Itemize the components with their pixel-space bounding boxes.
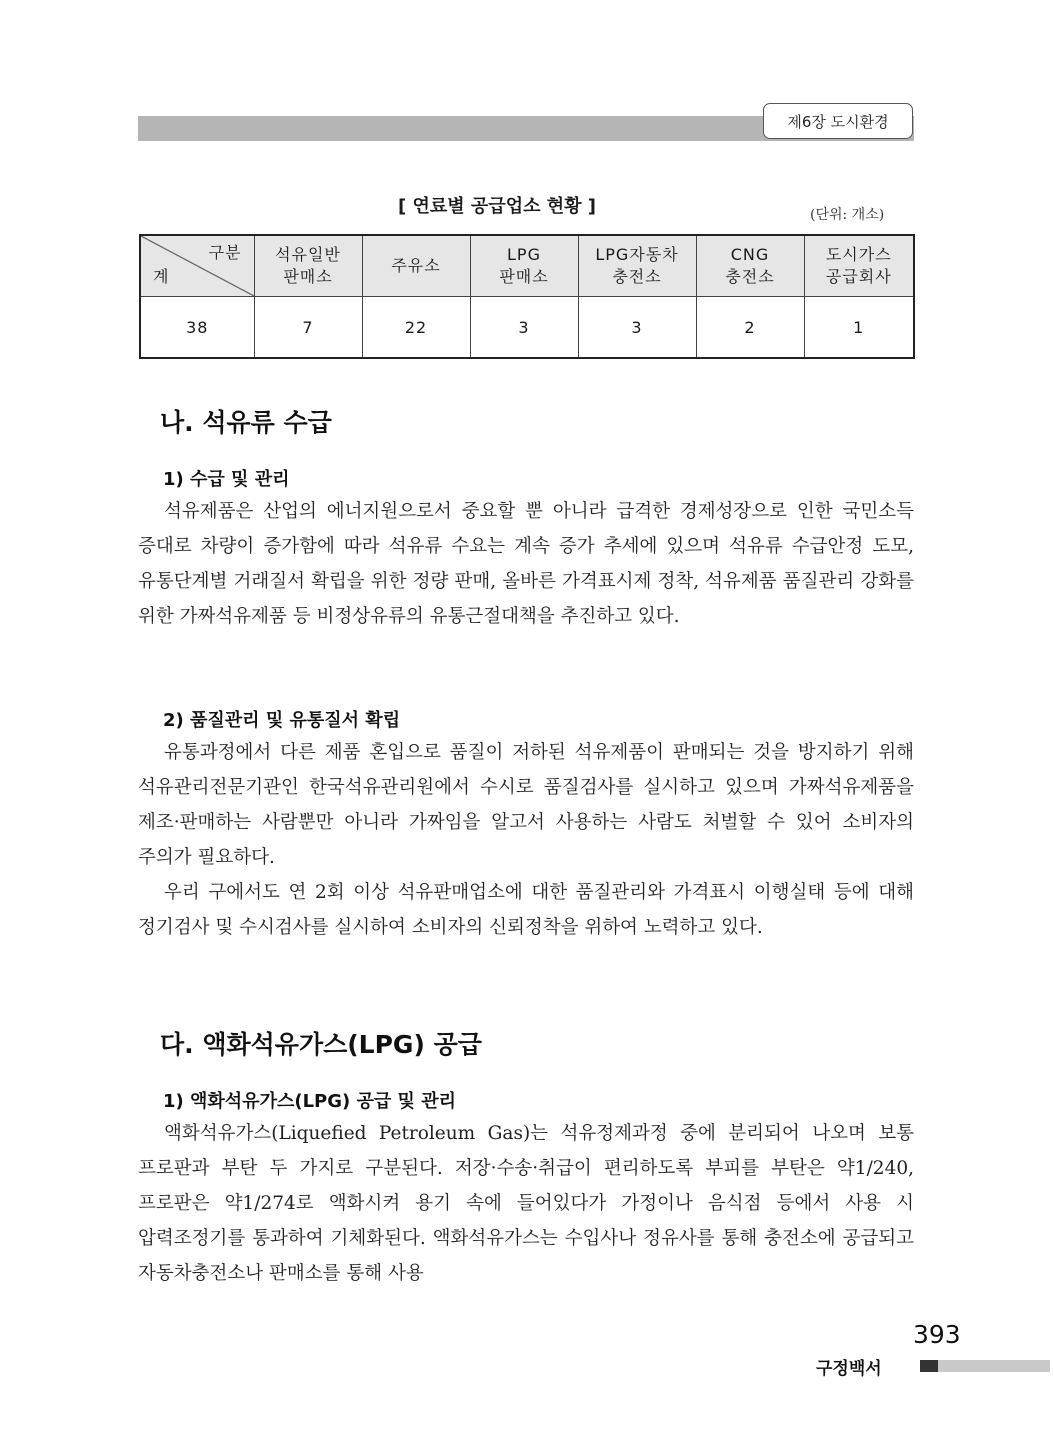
- column-header-line1: LPG: [507, 245, 541, 264]
- chapter-label: 제6장 도시환경: [787, 112, 889, 131]
- column-header-line2: 판매소: [283, 267, 333, 286]
- column-header: [578, 235, 696, 297]
- column-header-line1: 도시가스: [825, 245, 892, 264]
- table-cell: 3: [578, 297, 696, 359]
- diag-top-label: 구분: [208, 243, 242, 262]
- footer-title: 구정백서: [816, 1359, 882, 1379]
- table-cell: 2: [696, 297, 804, 359]
- paragraph: 우리 구에서도 연 2회 이상 석유판매업소에 대한 품질관리와 가격표시 이행실태 등에 대해 정기검사 및 수시검사를 실시하여 소비자의 신뢰정착을 위하여 노력하고 있다.: [138, 882, 914, 938]
- paragraph: 유통과정에서 다른 제품 혼입으로 품질이 저하된 석유제품이 판매되는 것을 방지하기 위해 석유관리전문기관인 한국석유관리원에서 수시로 품질검사를 실시하고 있으며 가짜석유제품을 제조·판매하는 사람뿐만 아니라 가짜임을 알고서 사용하는 사람도 처벌할 수 있어 소비자의 주의가 필요하다.: [138, 742, 914, 868]
- footer-bar: [938, 1360, 1050, 1372]
- chapter-tab: [763, 103, 913, 139]
- column-header: [470, 235, 578, 297]
- column-header-line2: 충전소: [612, 267, 662, 286]
- subsection-heading: 1) 수급 및 관리: [163, 469, 290, 490]
- column-header: [362, 235, 470, 297]
- table-cell: 7: [254, 297, 362, 359]
- table-cell: 22: [362, 297, 470, 359]
- column-header-line1: 석유일반: [275, 245, 341, 264]
- diag-bottom-label: 계: [153, 267, 170, 286]
- column-header-line2: 충전소: [725, 267, 775, 286]
- column-header-line1: 주유소: [391, 256, 441, 275]
- column-header-line2: 공급회사: [825, 267, 892, 286]
- table-caption: [ 연료별 공급업소 현황 ]: [398, 196, 597, 217]
- column-header-line2: 판매소: [499, 267, 549, 286]
- table-cell-total: 38: [140, 297, 254, 359]
- column-header: [804, 235, 914, 297]
- column-header-line1: CNG: [730, 245, 770, 264]
- supply-table: [139, 234, 915, 359]
- table-header-row: [140, 235, 914, 297]
- section-heading-na: 나. 석유류 수급: [160, 408, 332, 437]
- column-header-line1: LPG자동차: [595, 245, 679, 264]
- table-unit: (단위: 개소): [810, 207, 885, 223]
- table-cell: 3: [470, 297, 578, 359]
- page-number: 393: [913, 1320, 961, 1349]
- subsection-heading: 1) 액화석유가스(LPG) 공급 및 관리: [163, 1091, 456, 1112]
- paragraph: 석유제품은 산업의 에너지원으로서 중요할 뿐 아니라 급격한 경제성장으로 인한 국민소득 증대로 차량이 증가함에 따라 석유류 수요는 계속 증가 추세에 있으며 석유류 수급안정 도모, 유통단계별 거래질서 확립을 위한 정량 판매, 올바른 가격표시제 정착, 석유제품 품질관리 강화를 위한 가짜석유제품 등 비정상유류의 유통근절대책을 추진하고 있다.: [138, 501, 914, 627]
- section-heading-da: 다. 액화석유가스(LPG) 공급: [160, 1030, 482, 1059]
- paragraph: 액화석유가스(Liquefied Petroleum Gas)는 석유정제과정 중에 분리되어 나오며 보통 프로판과 부탄 두 가지로 구분된다. 저장·수송·취급이 편리하도록 부피를 부탄은 약1/240, 프로판은 약1/274로 액화시켜 용기 속에 들어있다가 가정이나 음식점 등에서 사용 시 압력조정기를 통과하여 기체화된다. 액화석유가스는 수입사나 정유사를 통해 충전소에 공급되고 자동차충전소나 판매소를 통해 사용: [138, 1123, 914, 1284]
- footer-mark: [920, 1360, 938, 1372]
- column-header: [696, 235, 804, 297]
- column-header: [254, 235, 362, 297]
- subsection-heading: 2) 품질관리 및 유통질서 확립: [163, 710, 401, 731]
- table-row: [140, 297, 914, 359]
- diagonal-header-cell: [140, 235, 254, 297]
- table-cell: 1: [804, 297, 914, 359]
